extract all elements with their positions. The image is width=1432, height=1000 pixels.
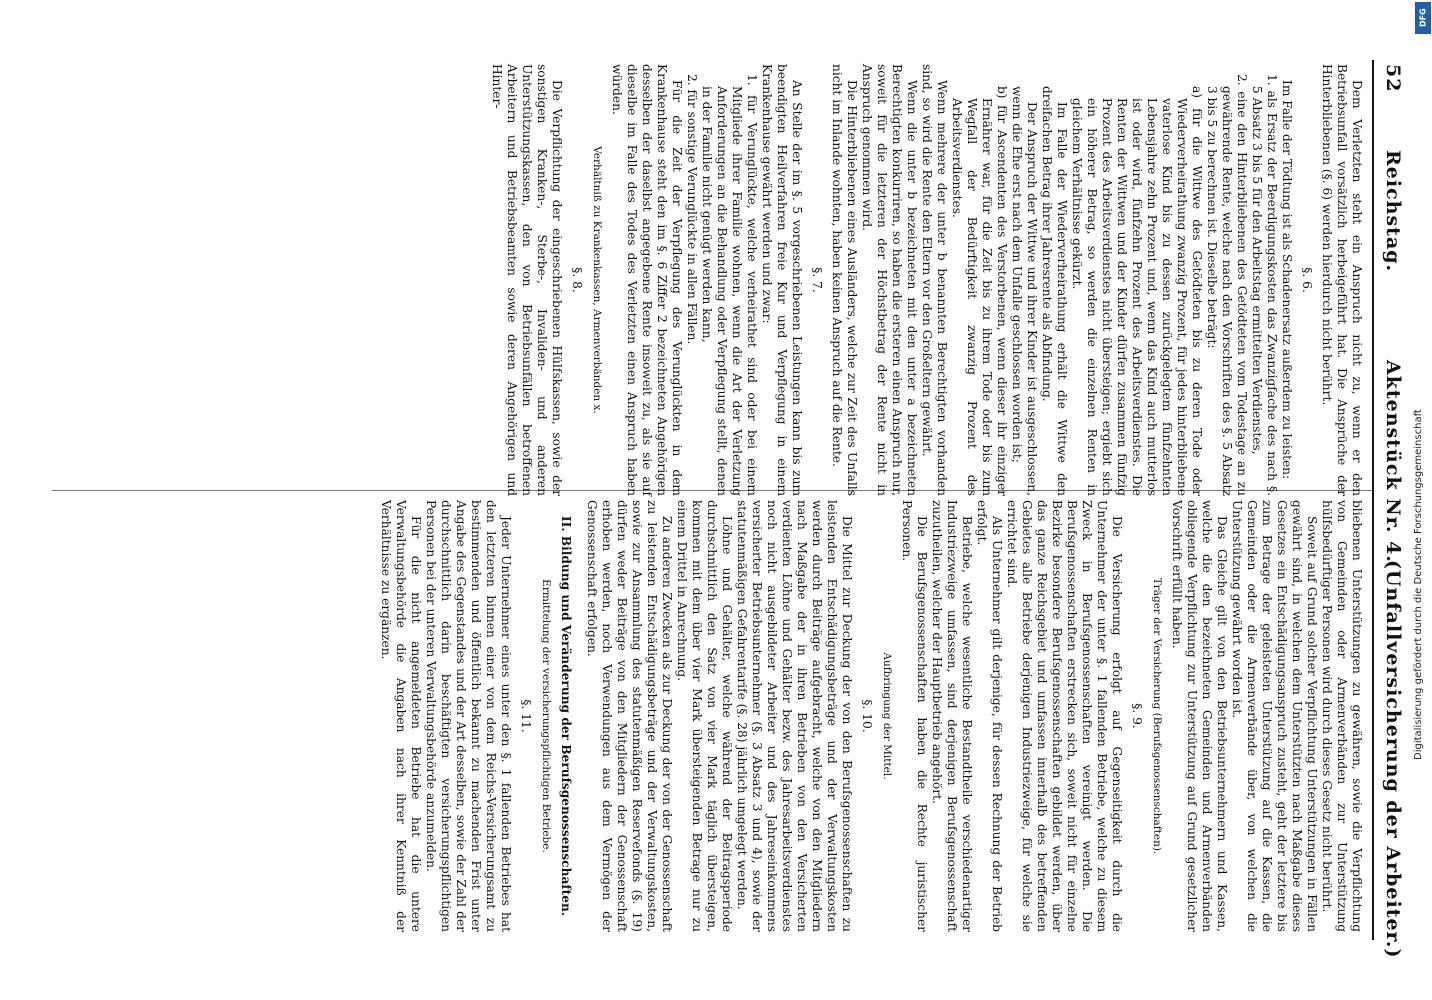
paragraph: Das Gleiche gilt von den Betriebsunternehmern und Kassen, welche die den bezeichneten Gemeinden und Armenverbänden obliegende Verpflichtung zur Unterstützung auf Grund gesetzlicher Vorschrift erfüllt haben.: [1170, 500, 1229, 932]
margin-note: Träger der Versicherung (Berufsgenossenschaften).: [1151, 577, 1163, 855]
margin-note: Aufbringung der Mittel.: [881, 652, 893, 780]
section-heading-9: §. 9.: [1130, 703, 1144, 729]
digitization-sidebar: [1413, 0, 1432, 1000]
paragraph: Die Mittel zur Deckung der von den Berufsgenossenschaften zu leistenden Entschädigungsbeträge und der Verwaltungskosten werden durch Beiträge aufgebracht, welche von den Mitgliedern nach Maßgabe der in ihren Betrieben von den Versicherten verdienten Löhne und Gehälter bezw. des Jahresarbeitsverdienstes noch nicht ausgebildeter Arbeiter und des Jahreseinkommens versicherter Betriebsunternehmer (§. 3 Absatz 3 und 4), sowie der statutenmäßigen Gefahrentarife (§. 28) jährlich umgelegt werden.: [735, 500, 854, 932]
paragraph: Zu anderen Zwecken als zur Deckung der von der Genossenschaft zu leistenden Entschädigungsbeträge und der Verwaltungskosten, sowie zur Ansammlung des statutenmäßigen Reservefonds (§. 19) dürfen weder Beiträge von den Mitgliedern der Genossenschaft erhoben werden, noch Verwendungen aus dem Vermögen der Genossenschaft erfolgen.: [585, 500, 674, 932]
section-heading-6: §. 6.: [1300, 267, 1314, 293]
paragraph: Für die Zeit der Verpflegung des Verunglückten in dem Krankenhause steht den im §. 6 Ziffer 2 bezeichneten Angehörigen desselben der daselbst angegebene Rente insoweit zu, als sie auf dieselbe im Falle des Todes des Verletzten einen Anspruch haben würden.: [610, 64, 684, 496]
paragraph: Als Unternehmer gilt derjenige, für dessen Rechnung der Betrieb erfolgt.: [975, 500, 1004, 932]
paragraph: Jeder Unternehmer eines unter den §. 1 fallenden Betriebes hat den letzteren binnen einer von dem Reichs-Versicherungsamt zu bestimmenden und öffentlich bekannt zu machenden Frist unter Angabe des Gegenstandes und der Art desselben, sowie der Zahl der durchschnittlich darin beschäftigten versicherungspflichtigen Personen bei der unteren Verwaltungsbehörde anzumelden.: [424, 500, 513, 932]
paragraph: An Stelle der im §. 5 vorgeschriebenen Leistungen kann bis zum beendigten Heilverfahren freie Kur und Verpflegung in einem Krankenhause gewährt werden und zwar:: [760, 64, 804, 496]
list-item: 2. für sonstige Verunglückte in allen Fällen.: [685, 74, 699, 345]
paragraph: Im Falle der Wiederverheirathung erhält die Wittwe den dreifachen Betrag ihrer Jahresrente als Abfindung.: [1040, 86, 1069, 496]
list-item: b) für Ascendenten des Verstorbenen, wenn dieser ihr einziger Ernährer war, für die Zeit bis zu ihrem Tode oder bis zum Wegfall der Bedürftigkeit zwanzig Prozent des Arbeitsverdienstes.: [950, 86, 1009, 496]
page-number: 52: [1382, 64, 1404, 93]
dfg-logo-icon: DFG: [1415, 2, 1431, 34]
section-heading-11: §. 11.: [519, 699, 533, 733]
header-rule: [1372, 60, 1374, 940]
right-column: [378, 500, 1364, 932]
margin-note: Ermittelung der versicherungspflichtigen Betriebe.: [540, 579, 552, 853]
header-right-title: (Unfallversicherung der Arbeiter.): [1382, 560, 1404, 959]
paragraph: Die Versicherung erfolgt auf Gegenseitigkeit durch die Unternehmer der unter §. 1 fallenden Betriebe, welche zu diesem Zweck in Berufsgenossenschaften vereinigt werden. Die Berufsgenossenschaften erstrecken sich, soweit nicht für einzelne Bezirke besondere Berufsgenossenschaften gebildet werden, über das ganze Reichsgebiet und umfassen innerhalb des betreffenden Gebietes alle Betriebe derjenigen Industriezweige, für welche sie errichtet sind.: [1005, 500, 1124, 932]
paragraph: Die Hinterbliebenen eines Ausländers, welche zur Zeit des Unfalls nicht im Inlande wohnten, haben keinen Anspruch auf die Rente.: [830, 64, 859, 496]
list-item: 1. für Verunglückte, welche verheirathet sind oder bei einem Mitgliede ihrer Familie wohnen, wenn die Art der Verletzung Anforderungen an die Behandlung oder Verpflegung stellt, denen in der Familie nicht genügt werden kann,: [700, 74, 759, 496]
header-center-title: Aktenstück Nr. 4.: [1382, 360, 1404, 563]
list-item: 2. eine den Hinterbliebenen des Getödteten vom Todestage an zu gewährende Rente, welche nach den Vorschriften des §. 5 Absatz 3 bis 5 zu berechnen ist. Dieselbe beträgt:: [1205, 74, 1249, 496]
left-column: [489, 64, 1364, 496]
paragraph: Wenn die unter b bezeichneten mit den unter a bezeichneten Berechtigten konkurriren, so haben die ersteren einen Anspruch nur, soweit für die letzteren der Höchstbetrag der Rente nicht in Anspruch genommen wird.: [860, 64, 919, 496]
paragraph: Dem Verletzten steht ein Anspruch nicht zu, wenn er den Betriebsunfall vorsätzlich herbeigeführt hat. Die Ansprüche der Hinterbliebenen (§. 6) werden hierdurch nicht berührt.: [1320, 64, 1364, 496]
section-heading-8: §. 8.: [570, 267, 584, 293]
digitization-note: Digitalisierung gefördert durch die Deutsche Forschungsgemeinschaft: [1413, 409, 1424, 760]
margin-note: Verhältniß zu Krankenkassen, Armenverbänden x.: [591, 146, 603, 414]
part-heading: II. Bildung und Veränderung der Berufsgenossenschaften.: [559, 515, 573, 917]
header-left-title: Reichstag.: [1382, 150, 1404, 273]
section-heading-7: §. 7.: [810, 267, 824, 293]
paragraph: Betriebe, welche wesentliche Bestandtheile verschiedenartiger Industriezweige umfassen, sind derjenigen Berufsgenossenschaft zuzutheilen, welcher der Hauptbetrieb angehört.: [930, 500, 974, 932]
paragraph: Wenn mehrere der unter b benannten Berechtigten vorhanden sind, so wird die Rente den Eltern vor den Großeltern gewährt.: [920, 64, 949, 496]
paragraph: Für die nicht angemeldeten Betriebe hat die untere Verwaltungsbehörde die Angaben nach ihrer Kenntniß der Verhältnisse zu ergänzen.: [379, 500, 423, 932]
paragraph: Im Falle der Tödtung ist als Schadenersatz außerdem zu leisten:: [1280, 80, 1294, 480]
paragraph: Die Verpflichtung der eingeschriebenen Hülfskassen, sowie der sonstigen Kranken-, Sterbe-, Invaliden- und anderen Unterstützungskassen, den von Betriebsunfällen betroffenen Arbeitern und Betriebsbeamten sowie deren Angehörigen und Hinter-: [490, 64, 564, 496]
list-item: a) für die Wittwe des Getödteten bis zu deren Tode oder Wiederverheirathung zwanzig Prozent, für jedes hinterbliebene vaterlose Kind bis zu dessen zurückgelegtem fünfzehnten Lebensjahre zehn Prozent und, wenn das Kind auch mutterlos ist oder wird, fünfzehn Prozent des Arbeitsverdienstes. Die Renten der Wittwen und der Kinder dürfen zusammen fünfzig Prozent des Arbeitsverdienstes nicht übersteigen; ergiebt sich ein höherer Betrag, so werden die einzelnen Renten in gleichem Verhältnisse gekürzt.: [1070, 86, 1204, 496]
paragraph: Die Berufsgenossenschaften haben die Rechte juristischer Personen.: [900, 500, 929, 932]
list-item: 1. als Ersatz der Beerdigungskosten das Zwanzigfache des nach §. 5 Absatz 3 bis 5 für den Arbeitstag ermittelten Verdienstes,: [1250, 74, 1279, 496]
paragraph: bliebenen Unterstützungen zu gewähren, sowie die Verpflichtung von Gemeinden oder Armenverbänden zur Unterstützung hülfsbedürftiger Personen wird durch dieses Gesetz nicht berührt.: [1320, 500, 1364, 932]
section-heading-10: §. 10.: [860, 699, 874, 733]
paragraph: Soweit auf Grund solcher Verpflichtung Unterstützungen in Fällen gewährt sind, in welchen dem Unterstützten nach Maßgabe dieses Gesetzes ein Entschädigungsanspruch zusteht, geht der letztere bis zum Betrage der geleisteten Unterstützung auf die Kassen, die Gemeinden oder die Armenverbände über, von welchen die Unterstützung gewährt worden ist.: [1230, 500, 1319, 932]
paragraph: Der Anspruch der Wittwe und ihrer Kinder ist ausgeschlossen, wenn die Ehe erst nach dem Unfalle geschlossen worden ist;: [1010, 86, 1039, 496]
paragraph: Löhne und Gehälter, welche während der Beitragsperiode durchschnittlich den Satz von vier Mark täglich übersteigen, kommen mit dem über vier Mark übersteigenden Betrage nur zu einem Drittel in Anrechnung.: [675, 500, 734, 932]
